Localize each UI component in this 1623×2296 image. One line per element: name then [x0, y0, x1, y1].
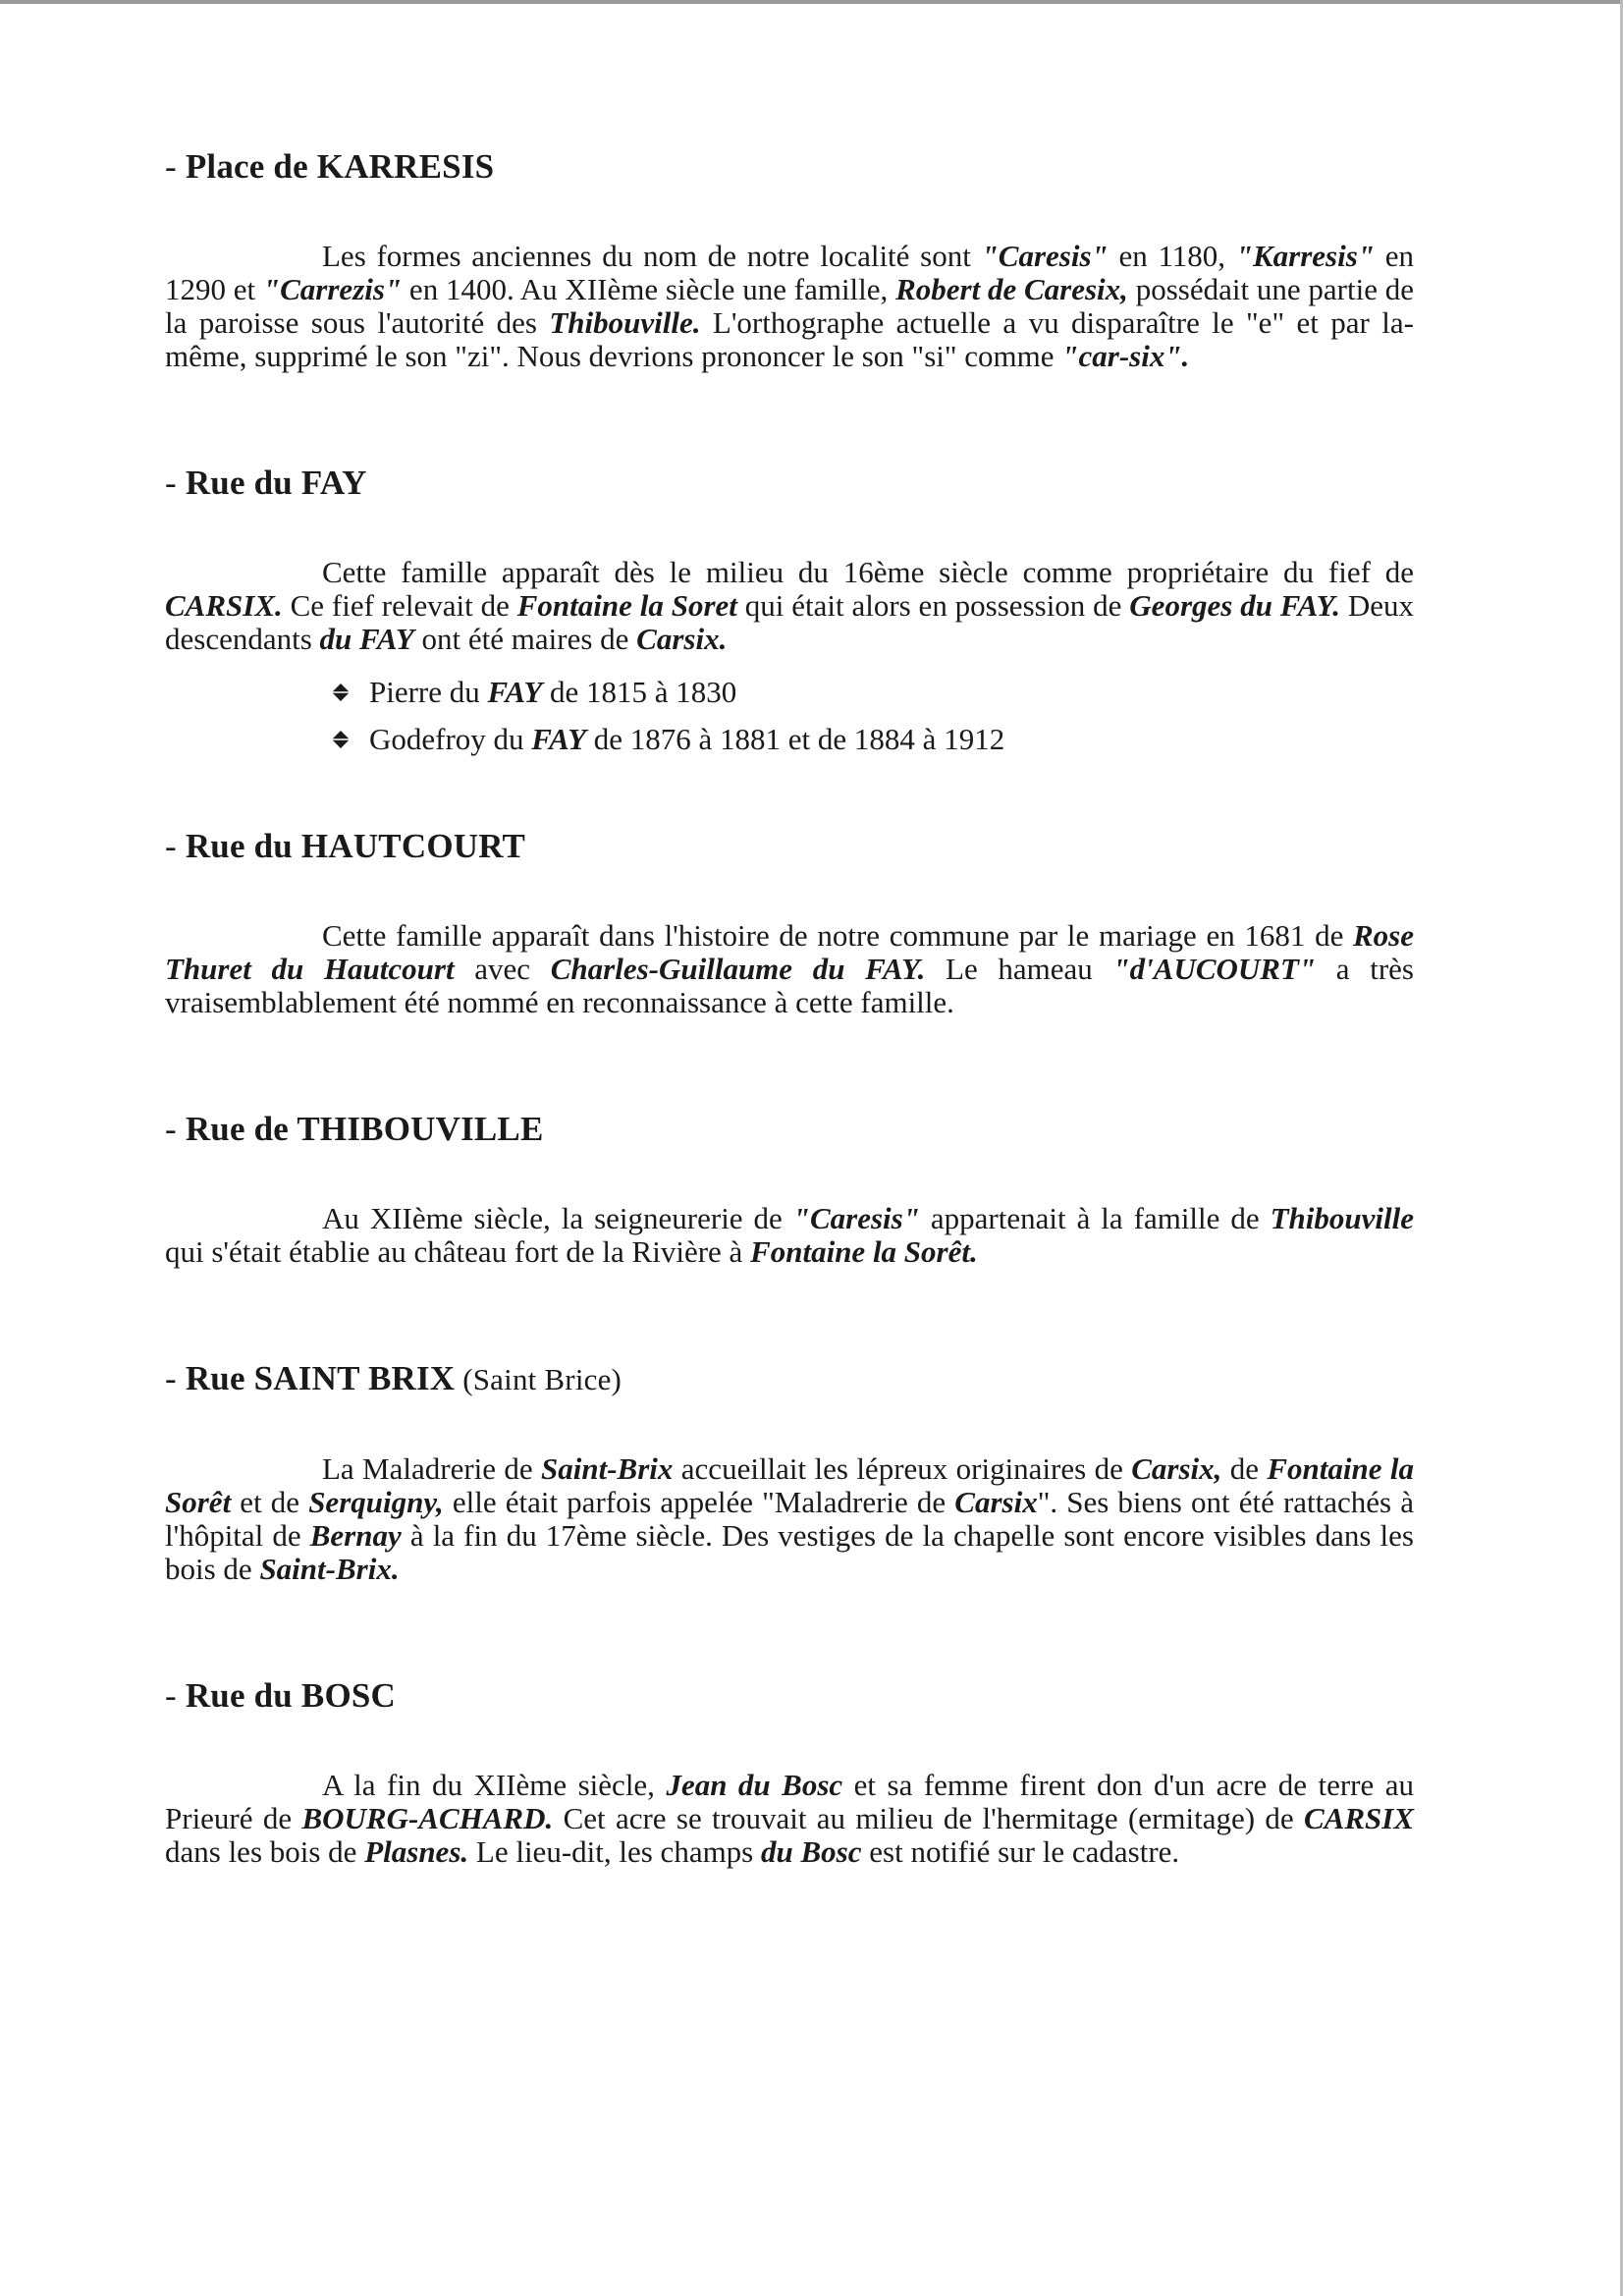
section-paragraph	[165, 240, 1414, 373]
text-run: en 1400. Au XIIème siècle une famille,	[402, 272, 896, 306]
emphasized-text: Carsix,	[1131, 1451, 1222, 1486]
list-item: Pierre du FAY de 1815 à 1830	[332, 676, 1414, 709]
section-paragraph	[165, 919, 1414, 1019]
text-run: accueillait les lépreux originaires de	[673, 1451, 1132, 1486]
text-run: ". Ses biens ont été rattachés à l'hôpital de	[165, 1485, 1414, 1553]
section-thibouville	[165, 1108, 1414, 1269]
section-heading: - Rue du BOSC	[165, 1676, 397, 1715]
text-run: A la fin du XIIème siècle,	[322, 1768, 667, 1802]
text-run: et sa femme firent don d'un acre de terre au Prieuré de	[165, 1768, 1414, 1835]
document-content	[165, 145, 1414, 1869]
emphasized-text: Rose Thuret du Hautcourt	[165, 918, 1414, 986]
emphasized-text: Fontaine la Sorêt.	[750, 1234, 978, 1269]
emphasized-text: CARSIX.	[165, 588, 283, 623]
text-run: est notifié sur le cadastre.	[861, 1834, 1180, 1869]
text-run: Le hameau	[925, 952, 1113, 986]
emphasized-text: Fontaine la Soret	[516, 588, 737, 623]
section-bosc	[165, 1674, 1414, 1869]
section-paragraph	[165, 1452, 1414, 1586]
section-hautcourt	[165, 825, 1414, 1019]
text-run: Au XIIème siècle, la seigneurerie de	[322, 1201, 793, 1235]
section-fay	[165, 462, 1414, 756]
text-run: elle était parfois appelée "Maladrerie de	[443, 1485, 955, 1519]
emphasized-text: Saint-Brix.	[259, 1552, 400, 1586]
section-heading: - Rue du FAY	[165, 464, 367, 502]
emphasized-text: Serquigny,	[308, 1485, 444, 1519]
list-item: Godefroy du FAY de 1876 à 1881 et de 1884 à 1912	[332, 723, 1414, 756]
text-run: et de	[231, 1485, 309, 1519]
section-paragraph	[165, 1769, 1414, 1869]
emphasized-text: Fontaine la Sorêt	[165, 1451, 1414, 1519]
text-run: en 1180,	[1108, 239, 1236, 273]
text-run: qui était alors en possession de	[736, 588, 1130, 623]
emphasized-text: Jean du Bosc	[666, 1768, 843, 1802]
emphasized-text: Carsix	[954, 1485, 1038, 1519]
text-run: Ce fief relevait de	[282, 588, 517, 623]
emphasized-text: Thibouville.	[549, 305, 701, 340]
section-saint-brix	[165, 1357, 1414, 1586]
text-run: L'orthographe actuelle a vu disparaître le "e" et par la-même, supprimé le son "zi". Nous devrions prononcer le son "si" comme	[165, 305, 1414, 373]
text-run: Cette famille apparaît dans l'histoire de notre commune par le mariage en 1681 de	[322, 918, 1353, 953]
text-run: Le lieu-dit, les champs	[468, 1834, 762, 1869]
text-run: possédait une partie de la paroisse sous l'autorité des	[165, 272, 1414, 340]
section-paragraph	[165, 556, 1414, 656]
text-run: La Maladrerie de	[322, 1451, 542, 1486]
text-run: ont été maires de	[413, 622, 637, 656]
section-paragraph	[165, 1202, 1414, 1269]
text-run: dans les bois de	[165, 1834, 365, 1869]
emphasized-text: "car-six".	[1061, 339, 1190, 373]
section-karresis	[165, 145, 1414, 373]
text-run: a très vraisemblablement été nommé en reconnaissance à cette famille.	[165, 952, 1414, 1019]
section-heading: - Rue SAINT BRIX (Saint Brice)	[165, 1359, 622, 1397]
emphasized-text: Saint-Brix	[541, 1451, 674, 1486]
emphasized-text: "Caresis"	[981, 239, 1109, 273]
text-run: à la fin du 17ème siècle. Des vestiges de la chapelle sont encore visibles dans les bois de	[165, 1518, 1414, 1586]
emphasized-text: Charles-Guillaume du FAY.	[550, 952, 926, 986]
diamond-bullet-icon	[332, 731, 350, 748]
mayors-list	[332, 676, 1414, 756]
section-heading: - Rue du HAUTCOURT	[165, 827, 526, 865]
text-run: Cet acre se trouvait au milieu de l'hermitage (ermitage) de	[553, 1801, 1304, 1835]
scan-edge-top	[0, 0, 1623, 4]
emphasized-text: CARSIX	[1304, 1801, 1415, 1835]
emphasized-text: Robert de Caresix,	[895, 272, 1128, 306]
text-run: Deux descendants	[165, 588, 1414, 656]
text-run: de	[1221, 1451, 1268, 1486]
section-heading: - Place de KARRESIS	[165, 147, 495, 186]
emphasized-text: Plasnes.	[364, 1834, 469, 1869]
diamond-bullet-icon	[332, 683, 350, 701]
emphasized-text: "Carrezis"	[262, 272, 403, 306]
text-run: en 1290 et	[165, 239, 1415, 306]
emphasized-text: du FAY	[319, 622, 414, 656]
text-run: appartenait à la famille de	[919, 1201, 1271, 1235]
text-run: Les formes anciennes du nom de notre localité sont	[322, 239, 982, 273]
text-run: qui s'était établie au château fort de la Rivière à	[165, 1234, 751, 1269]
text-run: Cette famille apparaît dès le milieu du 16ème siècle comme propriétaire du fief de	[322, 555, 1414, 589]
text-run: avec	[454, 952, 551, 986]
section-heading: - Rue de THIBOUVILLE	[165, 1110, 544, 1148]
emphasized-text: du Bosc	[761, 1834, 862, 1869]
emphasized-text: Thibouville	[1270, 1201, 1414, 1235]
emphasized-text: Carsix.	[636, 622, 728, 656]
emphasized-text: "d'AUCOURT"	[1112, 952, 1317, 986]
emphasized-text: "Karresis"	[1235, 239, 1376, 273]
emphasized-text: Bernay	[309, 1518, 402, 1553]
emphasized-text: BOURG-ACHARD.	[301, 1801, 554, 1835]
emphasized-text: Georges du FAY.	[1129, 588, 1340, 623]
emphasized-text: "Caresis"	[792, 1201, 920, 1235]
